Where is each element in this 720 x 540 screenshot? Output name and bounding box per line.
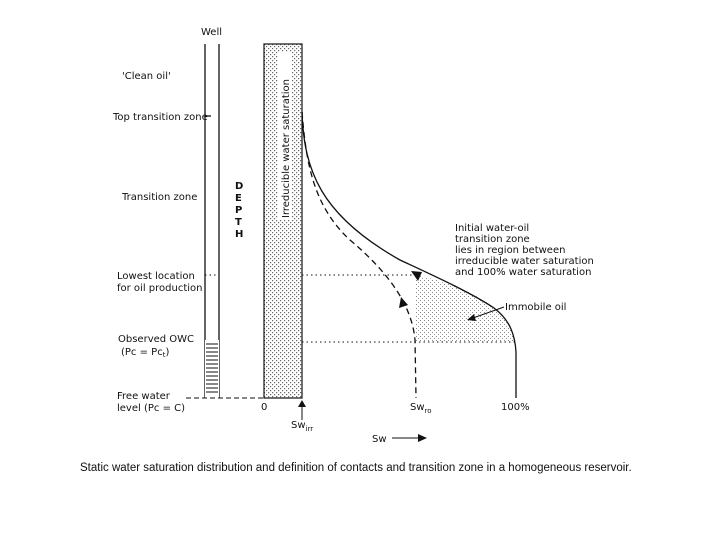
sw-axis-label: Sw — [372, 434, 387, 445]
lowest-location-label: Lowest location — [117, 271, 195, 282]
observed-owc-pc-label: $(Pc = Pc_t)$ — [121, 347, 170, 359]
svg-text:D: D — [235, 181, 244, 192]
depth-axis-label — [235, 181, 243, 240]
top-transition-label: Top transition zone — [113, 112, 208, 123]
hundred-percent-label: 100% — [501, 402, 530, 413]
figure-caption: Static water saturation distribution and definition of contacts and transition zone in a homogeneous reservoir. — [80, 462, 632, 474]
svg-text:and 100% water saturation: and 100% water saturation — [455, 267, 592, 278]
swirr-marker — [298, 400, 306, 420]
oil-production-label: for oil production — [117, 283, 203, 294]
free-water-label: Free water — [117, 391, 170, 402]
swro-label: $Sw_{ro}$ — [410, 402, 432, 415]
svg-text:transition zone: transition zone — [455, 234, 530, 245]
irreducible-band-label: Irreducible water saturation — [281, 78, 292, 218]
svg-text:T: T — [235, 217, 242, 228]
free-water-pc-label: level (Pc = C) — [117, 403, 186, 414]
svg-text:Initial water-oil: Initial water-oil — [455, 223, 530, 234]
imbibition-curve — [302, 112, 416, 398]
initial-transition-annotation — [455, 223, 594, 278]
svg-text:E: E — [235, 193, 242, 204]
swirr-label: $Sw_{irr}$ — [291, 420, 314, 433]
well-label: Well — [201, 27, 223, 38]
immobile-oil-label: Immobile oil — [505, 302, 567, 313]
observed-owc-label: Observed OWC — [118, 334, 195, 345]
well-water-fill — [205, 340, 219, 398]
svg-text:P: P — [235, 205, 243, 216]
svg-text:H: H — [235, 229, 244, 240]
svg-text:irreducible water saturation: irreducible water saturation — [455, 256, 594, 267]
axis-zero-label: 0 — [261, 402, 268, 413]
sw-axis-arrow — [392, 434, 427, 442]
transition-zone-label: Transition zone — [122, 192, 198, 203]
imbibition-arrowhead — [399, 297, 408, 308]
clean-oil-label: 'Clean oil' — [122, 71, 171, 82]
svg-text:lies in region between: lies in region between — [455, 245, 566, 256]
